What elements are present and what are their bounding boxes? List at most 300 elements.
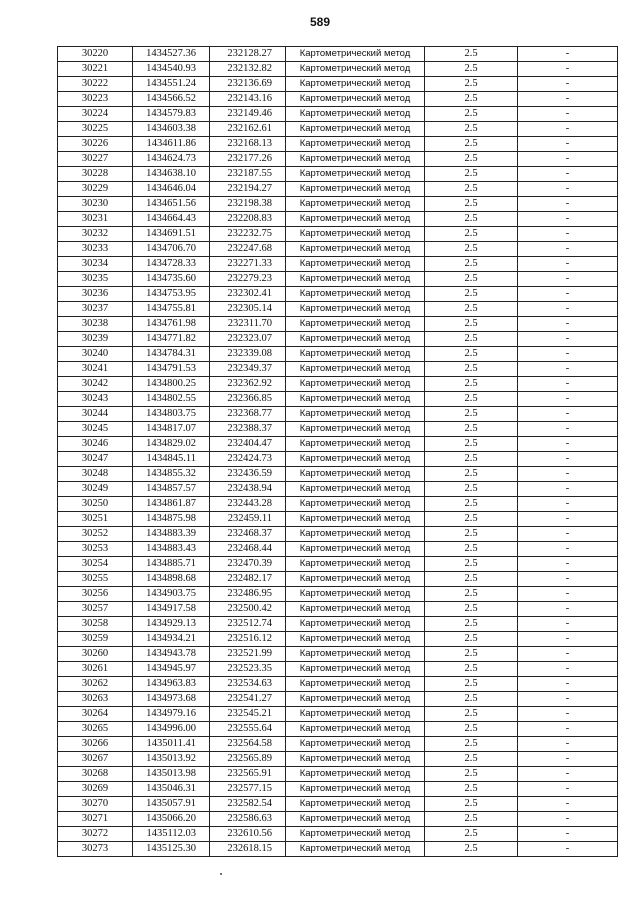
- dash-cell: -: [518, 92, 618, 107]
- dash-cell: -: [518, 767, 618, 782]
- method-cell: Картометрический метод: [286, 152, 425, 167]
- dash-cell: -: [518, 512, 618, 527]
- error-cell: 2.5: [425, 512, 518, 527]
- y-coordinate-cell: 232162.61: [210, 122, 286, 137]
- table-row: [58, 827, 618, 842]
- x-coordinate-cell: 1434527.36: [133, 47, 210, 62]
- point-id-cell: 30272: [58, 827, 133, 842]
- table-row: [58, 392, 618, 407]
- error-cell: 2.5: [425, 437, 518, 452]
- table-row: [58, 407, 618, 422]
- method-cell: Картометрический метод: [286, 602, 425, 617]
- dash-cell: -: [518, 572, 618, 587]
- point-id-cell: 30258: [58, 617, 133, 632]
- error-cell: 2.5: [425, 377, 518, 392]
- error-cell: 2.5: [425, 482, 518, 497]
- x-coordinate-cell: 1434885.71: [133, 557, 210, 572]
- point-id-cell: 30259: [58, 632, 133, 647]
- method-cell: Картометрический метод: [286, 122, 425, 137]
- x-coordinate-cell: 1435046.31: [133, 782, 210, 797]
- x-coordinate-cell: 1434861.87: [133, 497, 210, 512]
- x-coordinate-cell: 1434706.70: [133, 242, 210, 257]
- x-coordinate-cell: 1434883.43: [133, 542, 210, 557]
- method-cell: Картометрический метод: [286, 257, 425, 272]
- method-cell: Картометрический метод: [286, 137, 425, 152]
- dash-cell: -: [518, 377, 618, 392]
- x-coordinate-cell: 1434855.32: [133, 467, 210, 482]
- point-id-cell: 30269: [58, 782, 133, 797]
- error-cell: 2.5: [425, 77, 518, 92]
- point-id-cell: 30257: [58, 602, 133, 617]
- dash-cell: -: [518, 152, 618, 167]
- point-id-cell: 30268: [58, 767, 133, 782]
- table-row: [58, 182, 618, 197]
- x-coordinate-cell: 1434753.95: [133, 287, 210, 302]
- y-coordinate-cell: 232168.13: [210, 137, 286, 152]
- table-row: [58, 242, 618, 257]
- method-cell: Картометрический метод: [286, 572, 425, 587]
- table-row: [58, 617, 618, 632]
- x-coordinate-cell: 1434829.02: [133, 437, 210, 452]
- x-coordinate-cell: 1434945.97: [133, 662, 210, 677]
- error-cell: 2.5: [425, 467, 518, 482]
- error-cell: 2.5: [425, 602, 518, 617]
- point-id-cell: 30266: [58, 737, 133, 752]
- y-coordinate-cell: 232388.37: [210, 422, 286, 437]
- y-coordinate-cell: 232436.59: [210, 467, 286, 482]
- method-cell: Картометрический метод: [286, 287, 425, 302]
- error-cell: 2.5: [425, 557, 518, 572]
- dash-cell: -: [518, 47, 618, 62]
- method-cell: Картометрический метод: [286, 302, 425, 317]
- table-row: [58, 287, 618, 302]
- error-cell: 2.5: [425, 572, 518, 587]
- error-cell: 2.5: [425, 407, 518, 422]
- dash-cell: -: [518, 617, 618, 632]
- error-cell: 2.5: [425, 782, 518, 797]
- error-cell: 2.5: [425, 662, 518, 677]
- y-coordinate-cell: 232443.28: [210, 497, 286, 512]
- table-row: [58, 677, 618, 692]
- method-cell: Картометрический метод: [286, 107, 425, 122]
- y-coordinate-cell: 232534.63: [210, 677, 286, 692]
- y-coordinate-cell: 232302.41: [210, 287, 286, 302]
- table-row: [58, 167, 618, 182]
- point-id-cell: 30235: [58, 272, 133, 287]
- x-coordinate-cell: 1434883.39: [133, 527, 210, 542]
- table-row: [58, 542, 618, 557]
- point-id-cell: 30263: [58, 692, 133, 707]
- y-coordinate-cell: 232438.94: [210, 482, 286, 497]
- dash-cell: -: [518, 647, 618, 662]
- x-coordinate-cell: 1434903.75: [133, 587, 210, 602]
- table-row: [58, 692, 618, 707]
- dash-cell: -: [518, 77, 618, 92]
- point-id-cell: 30254: [58, 557, 133, 572]
- method-cell: Картометрический метод: [286, 212, 425, 227]
- y-coordinate-cell: 232187.55: [210, 167, 286, 182]
- point-id-cell: 30242: [58, 377, 133, 392]
- point-id-cell: 30231: [58, 212, 133, 227]
- point-id-cell: 30261: [58, 662, 133, 677]
- method-cell: Картометрический метод: [286, 617, 425, 632]
- y-coordinate-cell: 232247.68: [210, 242, 286, 257]
- table-row: [58, 137, 618, 152]
- method-cell: Картометрический метод: [286, 422, 425, 437]
- point-id-cell: 30228: [58, 167, 133, 182]
- point-id-cell: 30221: [58, 62, 133, 77]
- y-coordinate-cell: 232565.91: [210, 767, 286, 782]
- method-cell: Картометрический метод: [286, 467, 425, 482]
- point-id-cell: 30273: [58, 842, 133, 857]
- method-cell: Картометрический метод: [286, 62, 425, 77]
- method-cell: Картометрический метод: [286, 647, 425, 662]
- x-coordinate-cell: 1434771.82: [133, 332, 210, 347]
- y-coordinate-cell: 232424.73: [210, 452, 286, 467]
- x-coordinate-cell: 1434638.10: [133, 167, 210, 182]
- error-cell: 2.5: [425, 227, 518, 242]
- x-coordinate-cell: 1434929.13: [133, 617, 210, 632]
- scan-speck: [220, 873, 222, 875]
- table-row: [58, 77, 618, 92]
- dash-cell: -: [518, 587, 618, 602]
- dash-cell: -: [518, 212, 618, 227]
- y-coordinate-cell: 232404.47: [210, 437, 286, 452]
- point-id-cell: 30236: [58, 287, 133, 302]
- y-coordinate-cell: 232271.33: [210, 257, 286, 272]
- method-cell: Картометрический метод: [286, 707, 425, 722]
- table-row: [58, 122, 618, 137]
- x-coordinate-cell: 1434735.60: [133, 272, 210, 287]
- method-cell: Картометрический метод: [286, 227, 425, 242]
- error-cell: 2.5: [425, 617, 518, 632]
- point-id-cell: 30220: [58, 47, 133, 62]
- dash-cell: -: [518, 197, 618, 212]
- y-coordinate-cell: 232586.63: [210, 812, 286, 827]
- table-row: [58, 197, 618, 212]
- table-row: [58, 107, 618, 122]
- x-coordinate-cell: 1434646.04: [133, 182, 210, 197]
- x-coordinate-cell: 1434540.93: [133, 62, 210, 77]
- error-cell: 2.5: [425, 92, 518, 107]
- y-coordinate-cell: 232305.14: [210, 302, 286, 317]
- error-cell: 2.5: [425, 347, 518, 362]
- method-cell: Картометрический метод: [286, 392, 425, 407]
- y-coordinate-cell: 232149.46: [210, 107, 286, 122]
- error-cell: 2.5: [425, 587, 518, 602]
- method-cell: Картометрический метод: [286, 272, 425, 287]
- y-coordinate-cell: 232555.64: [210, 722, 286, 737]
- point-id-cell: 30237: [58, 302, 133, 317]
- dash-cell: -: [518, 437, 618, 452]
- method-cell: Картометрический метод: [286, 377, 425, 392]
- y-coordinate-cell: 232486.95: [210, 587, 286, 602]
- point-id-cell: 30241: [58, 362, 133, 377]
- error-cell: 2.5: [425, 527, 518, 542]
- dash-cell: -: [518, 542, 618, 557]
- table-row: [58, 257, 618, 272]
- point-id-cell: 30255: [58, 572, 133, 587]
- point-id-cell: 30253: [58, 542, 133, 557]
- y-coordinate-cell: 232577.15: [210, 782, 286, 797]
- table-row: [58, 347, 618, 362]
- x-coordinate-cell: 1434845.11: [133, 452, 210, 467]
- method-cell: Картометрический метод: [286, 47, 425, 62]
- method-cell: Картометрический метод: [286, 92, 425, 107]
- x-coordinate-cell: 1434875.98: [133, 512, 210, 527]
- error-cell: 2.5: [425, 302, 518, 317]
- error-cell: 2.5: [425, 767, 518, 782]
- x-coordinate-cell: 1434566.52: [133, 92, 210, 107]
- dash-cell: -: [518, 302, 618, 317]
- point-id-cell: 30225: [58, 122, 133, 137]
- point-id-cell: 30222: [58, 77, 133, 92]
- y-coordinate-cell: 232208.83: [210, 212, 286, 227]
- method-cell: Картометрический метод: [286, 722, 425, 737]
- point-id-cell: 30271: [58, 812, 133, 827]
- point-id-cell: 30260: [58, 647, 133, 662]
- dash-cell: -: [518, 752, 618, 767]
- error-cell: 2.5: [425, 632, 518, 647]
- error-cell: 2.5: [425, 107, 518, 122]
- table-row: [58, 752, 618, 767]
- error-cell: 2.5: [425, 842, 518, 857]
- y-coordinate-cell: 232368.77: [210, 407, 286, 422]
- error-cell: 2.5: [425, 167, 518, 182]
- point-id-cell: 30224: [58, 107, 133, 122]
- point-id-cell: 30229: [58, 182, 133, 197]
- y-coordinate-cell: 232279.23: [210, 272, 286, 287]
- error-cell: 2.5: [425, 122, 518, 137]
- method-cell: Картометрический метод: [286, 482, 425, 497]
- error-cell: 2.5: [425, 212, 518, 227]
- point-id-cell: 30251: [58, 512, 133, 527]
- table-row: [58, 272, 618, 287]
- y-coordinate-cell: 232500.42: [210, 602, 286, 617]
- y-coordinate-cell: 232366.85: [210, 392, 286, 407]
- point-id-cell: 30223: [58, 92, 133, 107]
- point-id-cell: 30232: [58, 227, 133, 242]
- x-coordinate-cell: 1434728.33: [133, 257, 210, 272]
- x-coordinate-cell: 1435057.91: [133, 797, 210, 812]
- y-coordinate-cell: 232323.07: [210, 332, 286, 347]
- y-coordinate-cell: 232545.21: [210, 707, 286, 722]
- table-row: [58, 152, 618, 167]
- error-cell: 2.5: [425, 47, 518, 62]
- method-cell: Картометрический метод: [286, 677, 425, 692]
- dash-cell: -: [518, 227, 618, 242]
- error-cell: 2.5: [425, 287, 518, 302]
- method-cell: Картометрический метод: [286, 362, 425, 377]
- point-id-cell: 30247: [58, 452, 133, 467]
- point-id-cell: 30248: [58, 467, 133, 482]
- error-cell: 2.5: [425, 542, 518, 557]
- dash-cell: -: [518, 272, 618, 287]
- point-id-cell: 30230: [58, 197, 133, 212]
- error-cell: 2.5: [425, 737, 518, 752]
- point-id-cell: 30265: [58, 722, 133, 737]
- y-coordinate-cell: 232362.92: [210, 377, 286, 392]
- dash-cell: -: [518, 797, 618, 812]
- point-id-cell: 30244: [58, 407, 133, 422]
- dash-cell: -: [518, 122, 618, 137]
- y-coordinate-cell: 232143.16: [210, 92, 286, 107]
- page-number: 589: [309, 15, 331, 29]
- error-cell: 2.5: [425, 62, 518, 77]
- y-coordinate-cell: 232468.37: [210, 527, 286, 542]
- y-coordinate-cell: 232459.11: [210, 512, 286, 527]
- table-row: [58, 647, 618, 662]
- error-cell: 2.5: [425, 692, 518, 707]
- x-coordinate-cell: 1435125.30: [133, 842, 210, 857]
- point-id-cell: 30240: [58, 347, 133, 362]
- point-id-cell: 30246: [58, 437, 133, 452]
- error-cell: 2.5: [425, 797, 518, 812]
- error-cell: 2.5: [425, 152, 518, 167]
- method-cell: Картометрический метод: [286, 662, 425, 677]
- table-row: [58, 707, 618, 722]
- y-coordinate-cell: 232541.27: [210, 692, 286, 707]
- table-row: [58, 212, 618, 227]
- table-row: [58, 482, 618, 497]
- table-row: [58, 497, 618, 512]
- x-coordinate-cell: 1434551.24: [133, 77, 210, 92]
- table-row: [58, 602, 618, 617]
- point-id-cell: 30226: [58, 137, 133, 152]
- table-row: [58, 632, 618, 647]
- table-row: [58, 62, 618, 77]
- x-coordinate-cell: 1434651.56: [133, 197, 210, 212]
- x-coordinate-cell: 1434803.75: [133, 407, 210, 422]
- x-coordinate-cell: 1435013.92: [133, 752, 210, 767]
- error-cell: 2.5: [425, 182, 518, 197]
- table-row: [58, 512, 618, 527]
- method-cell: Картометрический метод: [286, 407, 425, 422]
- table-row: [58, 572, 618, 587]
- point-id-cell: 30239: [58, 332, 133, 347]
- y-coordinate-cell: 232232.75: [210, 227, 286, 242]
- table-row: [58, 302, 618, 317]
- point-id-cell: 30245: [58, 422, 133, 437]
- dash-cell: -: [518, 287, 618, 302]
- point-id-cell: 30267: [58, 752, 133, 767]
- table-row: [58, 557, 618, 572]
- method-cell: Картометрический метод: [286, 347, 425, 362]
- dash-cell: -: [518, 782, 618, 797]
- table-row: [58, 737, 618, 752]
- point-id-cell: 30250: [58, 497, 133, 512]
- x-coordinate-cell: 1434934.21: [133, 632, 210, 647]
- point-id-cell: 30227: [58, 152, 133, 167]
- dash-cell: -: [518, 137, 618, 152]
- y-coordinate-cell: 232311.70: [210, 317, 286, 332]
- method-cell: Картометрический метод: [286, 197, 425, 212]
- dash-cell: -: [518, 362, 618, 377]
- error-cell: 2.5: [425, 707, 518, 722]
- table-row: [58, 527, 618, 542]
- method-cell: Картометрический метод: [286, 527, 425, 542]
- method-cell: Картометрический метод: [286, 317, 425, 332]
- table-row: [58, 227, 618, 242]
- method-cell: Картометрический метод: [286, 167, 425, 182]
- dash-cell: -: [518, 182, 618, 197]
- error-cell: 2.5: [425, 362, 518, 377]
- x-coordinate-cell: 1434943.78: [133, 647, 210, 662]
- point-id-cell: 30262: [58, 677, 133, 692]
- dash-cell: -: [518, 827, 618, 842]
- dash-cell: -: [518, 557, 618, 572]
- point-id-cell: 30256: [58, 587, 133, 602]
- error-cell: 2.5: [425, 392, 518, 407]
- x-coordinate-cell: 1434579.83: [133, 107, 210, 122]
- table-row: [58, 662, 618, 677]
- method-cell: Картометрический метод: [286, 557, 425, 572]
- point-id-cell: 30264: [58, 707, 133, 722]
- y-coordinate-cell: 232564.58: [210, 737, 286, 752]
- dash-cell: -: [518, 722, 618, 737]
- method-cell: Картометрический метод: [286, 827, 425, 842]
- y-coordinate-cell: 232194.27: [210, 182, 286, 197]
- dash-cell: -: [518, 317, 618, 332]
- x-coordinate-cell: 1434791.53: [133, 362, 210, 377]
- error-cell: 2.5: [425, 452, 518, 467]
- error-cell: 2.5: [425, 497, 518, 512]
- dash-cell: -: [518, 62, 618, 77]
- method-cell: Картометрический метод: [286, 797, 425, 812]
- y-coordinate-cell: 232582.54: [210, 797, 286, 812]
- table-row: [58, 842, 618, 857]
- error-cell: 2.5: [425, 677, 518, 692]
- table-row: [58, 467, 618, 482]
- method-cell: Картометрический метод: [286, 437, 425, 452]
- method-cell: Картометрический метод: [286, 812, 425, 827]
- method-cell: Картометрический метод: [286, 77, 425, 92]
- method-cell: Картометрический метод: [286, 692, 425, 707]
- point-id-cell: 30243: [58, 392, 133, 407]
- y-coordinate-cell: 232565.89: [210, 752, 286, 767]
- dash-cell: -: [518, 527, 618, 542]
- table-row: [58, 782, 618, 797]
- dash-cell: -: [518, 347, 618, 362]
- x-coordinate-cell: 1434800.25: [133, 377, 210, 392]
- dash-cell: -: [518, 707, 618, 722]
- point-id-cell: 30234: [58, 257, 133, 272]
- x-coordinate-cell: 1434996.00: [133, 722, 210, 737]
- dash-cell: -: [518, 677, 618, 692]
- y-coordinate-cell: 232610.56: [210, 827, 286, 842]
- method-cell: Картометрический метод: [286, 767, 425, 782]
- x-coordinate-cell: 1434691.51: [133, 227, 210, 242]
- dash-cell: -: [518, 482, 618, 497]
- method-cell: Картометрический метод: [286, 587, 425, 602]
- method-cell: Картометрический метод: [286, 542, 425, 557]
- dash-cell: -: [518, 842, 618, 857]
- table-row: [58, 587, 618, 602]
- y-coordinate-cell: 232177.26: [210, 152, 286, 167]
- table-row: [58, 797, 618, 812]
- x-coordinate-cell: 1434802.55: [133, 392, 210, 407]
- error-cell: 2.5: [425, 422, 518, 437]
- dash-cell: -: [518, 242, 618, 257]
- point-id-cell: 30270: [58, 797, 133, 812]
- x-coordinate-cell: 1434603.38: [133, 122, 210, 137]
- table-row: [58, 422, 618, 437]
- table-row: [58, 317, 618, 332]
- x-coordinate-cell: 1434973.68: [133, 692, 210, 707]
- dash-cell: -: [518, 497, 618, 512]
- point-id-cell: 30233: [58, 242, 133, 257]
- dash-cell: -: [518, 392, 618, 407]
